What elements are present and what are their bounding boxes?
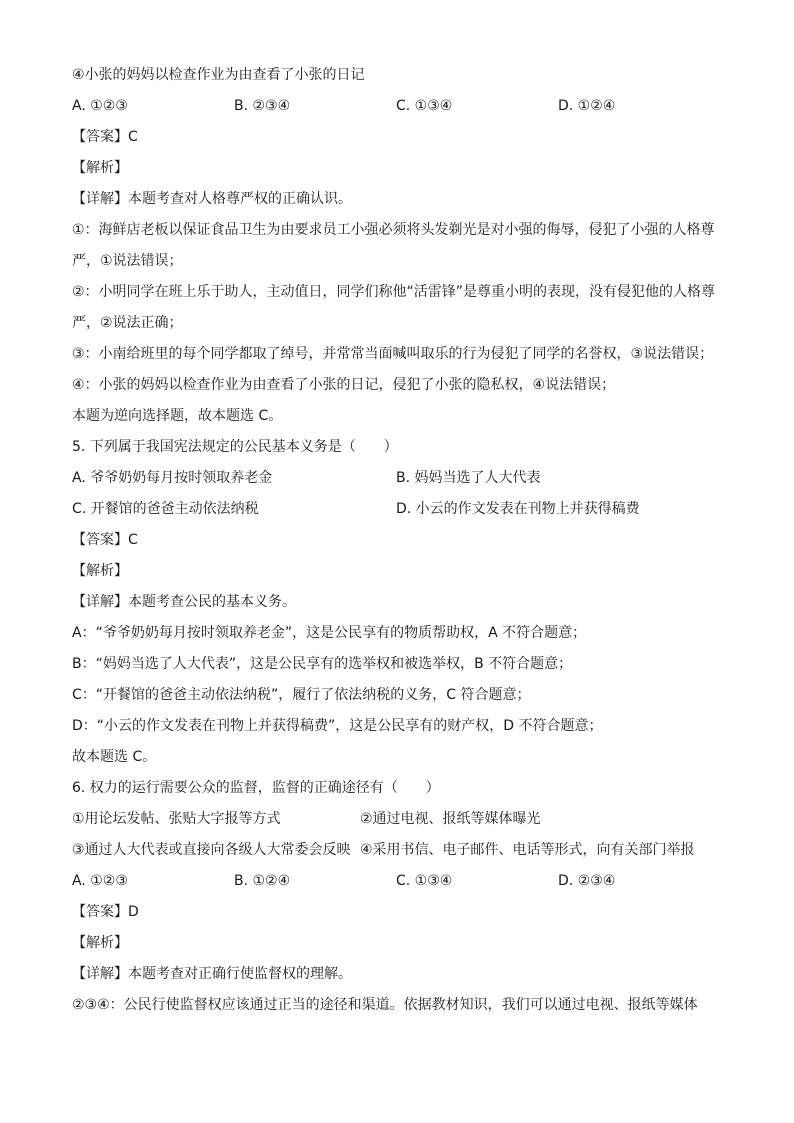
q4-explanation-1b: 严，①说法错误； <box>72 253 183 269</box>
q6-items-row-2 <box>72 835 722 866</box>
q6-answer: 【答案】D <box>72 904 139 920</box>
q5-option-d: D. 小云的作文发表在刊物上并获得稿费 <box>396 501 640 517</box>
document-page <box>72 60 722 1021</box>
q4-explanation-2b: 严，②说法正确； <box>72 315 183 331</box>
q4-options <box>72 91 722 122</box>
q6-explanation-1: ②③④：公民行使监督权应该通过正当的途径和渠道。依据教材知识，我们可以通过电视、报纸等媒体 <box>72 997 698 1013</box>
q5-option-b: B. 妈妈当选了人大代表 <box>396 470 541 486</box>
q5-explanation-a: A：“爷爷奶奶每月按时领取养老金”，这是公民享有的物质帮助权，A 不符合题意； <box>72 625 587 641</box>
q6-detail: 【详解】本题考查对正确行使监督权的理解。 <box>72 966 352 982</box>
q4-explanation-4: ④：小张的妈妈以检查作业为由查看了小张的日记，侵犯了小张的隐私权，④说法错误； <box>72 377 616 393</box>
q5-answer: 【答案】C <box>72 532 138 548</box>
q5-explanation-b: B：“妈妈当选了人大代表”，这是公民享有的选举权和被选举权，B 不符合题意； <box>72 656 573 672</box>
q6-options <box>72 866 722 897</box>
q5-explanation-d: D：“小云的作文发表在刊物上并获得稿费”，这是公民享有的财产权，D 不符合题意； <box>72 718 603 734</box>
q5-options-row-1 <box>72 463 722 494</box>
q5-analysis-heading: 【解析】 <box>72 563 128 579</box>
q6-item-4: ④采用书信、电子邮件、电话等形式，向有关部门举报 <box>360 842 695 858</box>
q6-option-c: C. ①③④ <box>396 873 453 889</box>
q4-explanation-2a: ②：小明同学在班上乐于助人，主动值日，同学们称他“活雷锋”是尊重小明的表现，没有侵犯他的人格尊 <box>72 284 716 300</box>
q4-analysis-heading: 【解析】 <box>72 160 128 176</box>
q6-item-1: ①用论坛发帖、张贴大字报等方式 <box>72 811 281 827</box>
q5-option-a: A. 爷爷奶奶每月按时领取养老金 <box>72 470 273 486</box>
q4-option-b: B. ②③④ <box>234 98 291 114</box>
q6-stem: 6. 权力的运行需要公众的监督，监督的正确途径有（ ） <box>72 780 440 796</box>
q5-stem: 5. 下列属于我国宪法规定的公民基本义务是（ ） <box>72 439 398 455</box>
q4-answer: 【答案】C <box>72 129 138 145</box>
q5-conclusion: 故本题选 C。 <box>72 749 157 765</box>
q4-option-c: C. ①③④ <box>396 98 453 114</box>
q4-explanation-3: ③：小南给班里的每个同学都取了绰号，并常常当面喊叫取乐的行为侵犯了同学的名誉权，③说法错误； <box>72 346 714 362</box>
q4-explanation-1a: ①：海鲜店老板以保证食品卫生为由要求员工小强必须将头发剃光是对小强的侮辱，侵犯了小强的人格尊 <box>72 222 715 238</box>
q5-detail: 【详解】本题考查公民的基本义务。 <box>72 594 296 610</box>
q6-option-b: B. ①②④ <box>234 873 291 889</box>
q6-items-row-1 <box>72 804 722 835</box>
q6-option-a: A. ①②③ <box>72 873 128 889</box>
q5-explanation-c: C：“开餐馆的爸爸主动依法纳税”，履行了依法纳税的义务，C 符合题意； <box>72 687 531 703</box>
q4-detail: 【详解】本题考查对人格尊严权的正确认识。 <box>72 191 352 207</box>
q4-item-4: ④小张的妈妈以检查作业为由查看了小张的日记 <box>72 67 365 83</box>
q6-item-2: ②通过电视、报纸等媒体曝光 <box>360 811 541 827</box>
q4-conclusion: 本题为逆向选择题，故本题选 C。 <box>72 408 283 424</box>
q4-option-d: D. ①②④ <box>558 98 616 114</box>
q6-option-d: D. ②③④ <box>558 873 616 889</box>
q5-options-row-2 <box>72 494 722 525</box>
q6-analysis-heading: 【解析】 <box>72 935 128 951</box>
q4-option-a: A. ①②③ <box>72 98 128 114</box>
q5-option-c: C. 开餐馆的爸爸主动依法纳税 <box>72 501 259 517</box>
q6-item-3: ③通过人大代表或直接向各级人大常委会反映 <box>72 842 351 858</box>
